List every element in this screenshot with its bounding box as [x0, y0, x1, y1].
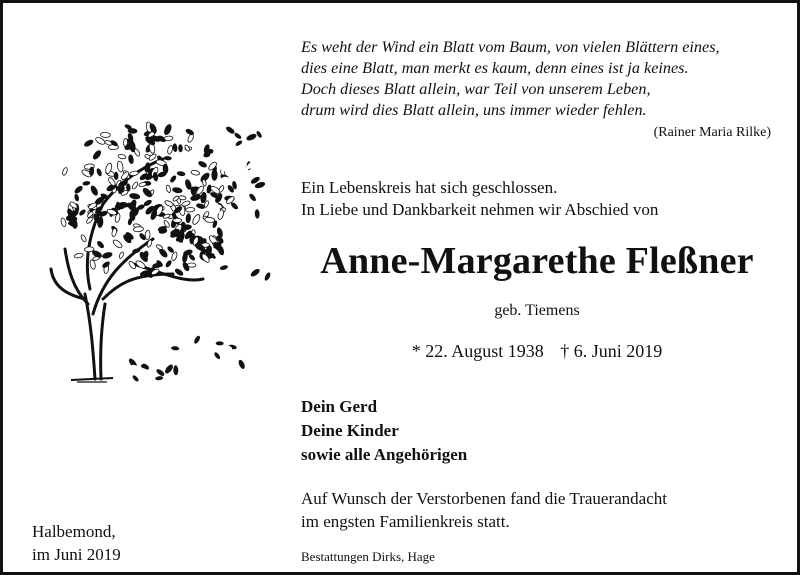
place-and-date [32, 520, 121, 566]
death-date: † 6. Juni 2019 [560, 341, 663, 361]
mourner: sowie alle Angehörigen [301, 445, 468, 464]
poem-line: Es weht der Wind ein Blatt vom Baum, von vielen Blättern eines, [301, 38, 720, 56]
poem [301, 37, 779, 121]
deceased-name: Anne-Margarethe Fleßner [320, 240, 754, 282]
notice-line: im engsten Familienkreis statt. [301, 512, 510, 531]
funeral-notice [301, 487, 771, 533]
poem-author: (Rainer Maria Rilke) [653, 125, 771, 140]
mourner: Dein Gerd [301, 397, 378, 416]
place: Halbemond, [32, 522, 116, 541]
undertaker: Bestattungen Dirks, Hage [301, 549, 435, 564]
intro-line: In Liebe und Dankbarkeit nehmen wir Abschied von [301, 200, 659, 219]
birth-date: * 22. August 1938 [411, 341, 544, 361]
birth-name: geb. Tiemens [494, 302, 580, 319]
notice-line: Auf Wunsch der Verstorbenen fand die Trauerandacht [301, 489, 667, 508]
mourners-list [301, 395, 601, 467]
poem-line: Doch dieses Blatt allein, war Teil von unserem Leben, [301, 80, 651, 98]
intro-line: Ein Lebenskreis hat sich geschlossen. [301, 178, 558, 197]
poem-line: dies eine Blatt, man merkt es kaum, denn eines ist ja keines. [301, 59, 689, 77]
tree-in-wind-icon [43, 99, 273, 389]
date: im Juni 2019 [32, 545, 121, 564]
poem-line: drum wird dies Blatt allein, uns immer wieder fehlen. [301, 101, 647, 119]
life-dates [297, 341, 777, 362]
intro-text [301, 177, 771, 221]
mourner: Deine Kinder [301, 421, 399, 440]
